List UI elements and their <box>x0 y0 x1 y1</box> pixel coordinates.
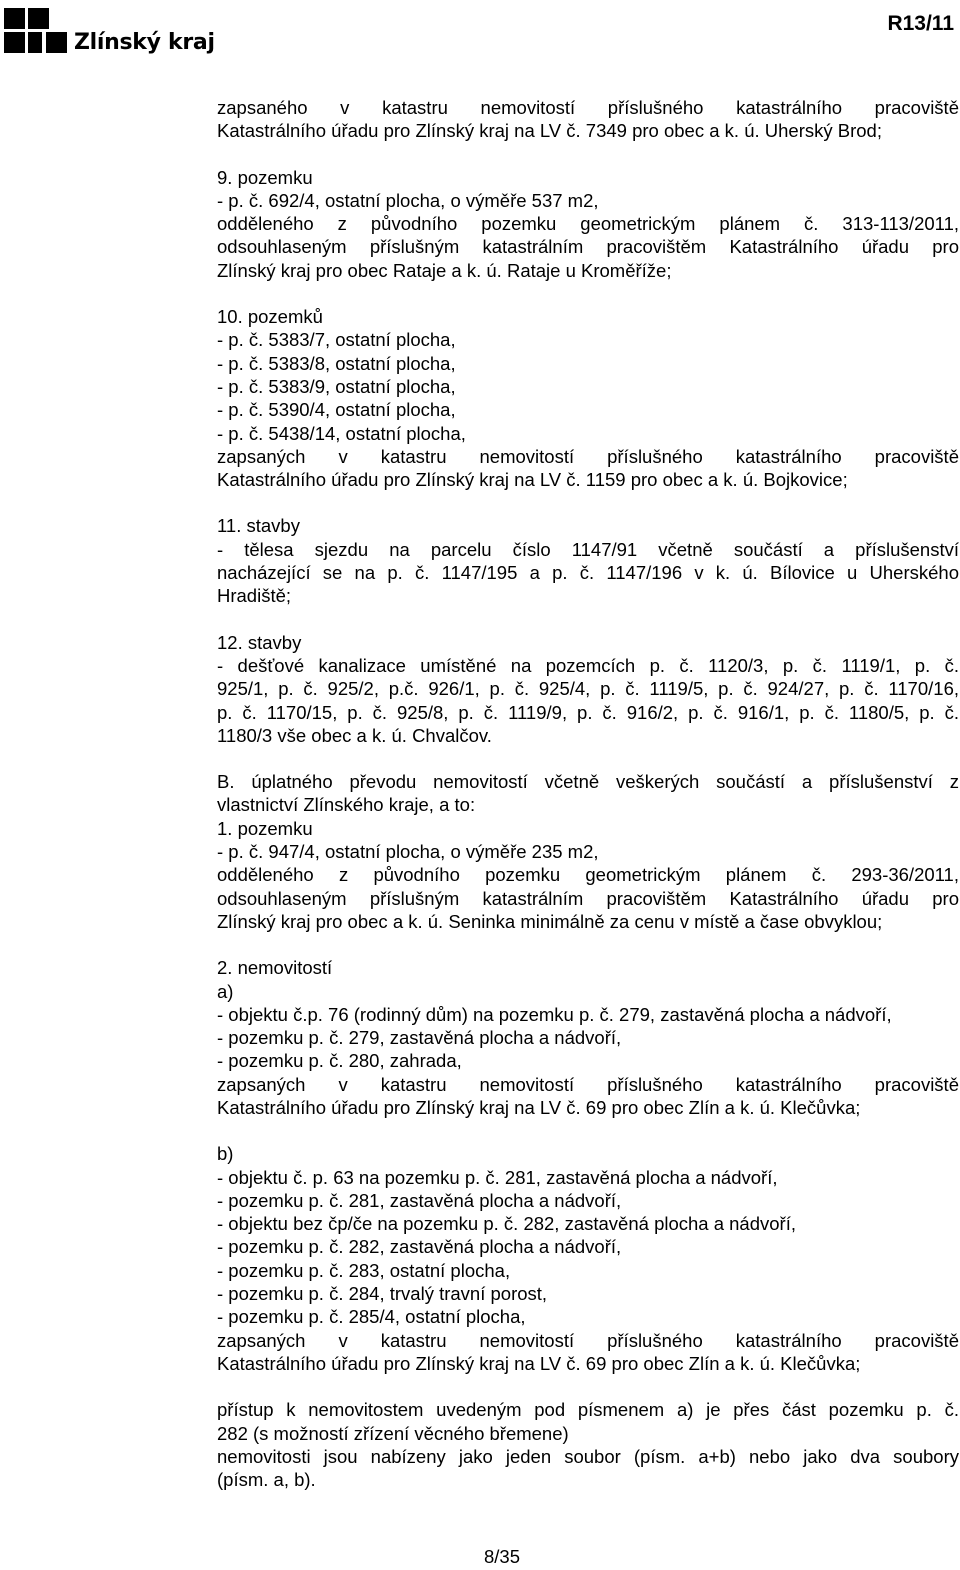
text-line: a) <box>217 980 234 1002</box>
text-line: p. č. 1170/15, p. č. 925/8, p. č. 1119/9, p. č. 916/2, p. č. 916/1, p. č. 1180/5, p. č. <box>217 701 959 723</box>
page-number: 8/35 <box>483 1546 520 1567</box>
text-line: Katastrálního úřadu pro Zlínský kraj na LV č. 69 pro obec Zlín a k. ú. Klečůvka; <box>217 1096 861 1118</box>
logo-square-icon <box>28 8 49 29</box>
text-line: Hradiště; <box>217 585 292 607</box>
text-line: - objektu bez čp/če na pozemku p. č. 282, zastavěná plocha a nádvoří, <box>217 1213 796 1235</box>
text-line: 282 (s možností zřízení věcného břemene) <box>217 1422 569 1444</box>
text-line: - p. č. 5438/14, ostatní plocha, <box>217 422 466 444</box>
text-line: - p. č. 5383/7, ostatní plocha, <box>217 329 456 351</box>
text-line: - objektu č.p. 76 (rodinný dům) na pozemku p. č. 279, zastavěná plocha a nádvoří, <box>217 1003 892 1025</box>
text-line: Katastrálního úřadu pro Zlínský kraj na LV č. 69 pro obec Zlín a k. ú. Klečůvka; <box>217 1352 861 1374</box>
paragraph-block <box>217 956 959 1119</box>
paragraph-block <box>217 96 959 143</box>
text-line: - pozemku p. č. 283, ostatní plocha, <box>217 1259 511 1281</box>
text-line: zapsaných v katastru nemovitostí příslušného katastrálního pracoviště <box>217 1329 959 1351</box>
logo-square-icon <box>4 32 25 53</box>
document-reference: R13/11 <box>887 12 954 35</box>
text-line: Zlínský kraj pro obec a k. ú. Seninka minimálně za cenu v místě a čase obvyklou; <box>217 910 883 932</box>
text-line: odsouhlaseným příslušným katastrálním pracovištěm Katastrálního úřadu pro <box>217 236 959 258</box>
text-line: - p. č. 5390/4, ostatní plocha, <box>217 399 456 421</box>
text-line: nacházející se na p. č. 1147/195 a p. č. 1147/196 v k. ú. Bílovice u Uherského <box>217 562 959 584</box>
logo-square-icon <box>4 8 25 29</box>
text-line: 925/1, p. č. 925/2, p.č. 926/1, p. č. 925/4, p. č. 1119/5, p. č. 924/27, p. č. 1170/16, <box>217 678 959 700</box>
paragraph-block <box>217 631 959 747</box>
text-line: 1180/3 vše obec a k. ú. Chvalčov. <box>217 724 492 746</box>
paragraph-block <box>217 166 959 282</box>
text-line: - pozemku p. č. 279, zastavěná plocha a nádvoří, <box>217 1027 622 1049</box>
text-line: - pozemku p. č. 281, zastavěná plocha a nádvoří, <box>217 1189 622 1211</box>
text-line: - objektu č. p. 63 na pozemku p. č. 281, zastavěná plocha a nádvoří, <box>217 1166 778 1188</box>
text-line: - pozemku p. č. 284, trvalý travní porost, <box>217 1283 548 1305</box>
text-line: 12. stavby <box>217 631 302 653</box>
paragraph-block <box>217 305 959 491</box>
logo-square-icon <box>28 32 42 53</box>
text-line: Zlínský kraj pro obec Rataje a k. ú. Rataje u Kroměříže; <box>217 259 672 281</box>
text-line: Katastrálního úřadu pro Zlínský kraj na LV č. 7349 pro obec a k. ú. Uherský Brod; <box>217 120 882 142</box>
text-line: vlastnictví Zlínského kraje, a to: <box>217 794 476 816</box>
text-line: 2. nemovitostí <box>217 957 333 979</box>
text-line: 9. pozemku <box>217 166 313 188</box>
text-line: - p. č. 692/4, ostatní plocha, o výměře 537 m2, <box>217 189 599 211</box>
text-line: Katastrálního úřadu pro Zlínský kraj na LV č. 1159 pro obec a k. ú. Bojkovice; <box>217 469 848 491</box>
text-line: 11. stavby <box>217 515 300 537</box>
text-line: zapsaných v katastru nemovitostí příslušného katastrálního pracoviště <box>217 445 959 467</box>
paragraph-block <box>217 1142 959 1375</box>
text-line: přístup k nemovitostem uvedeným pod písmenem a) je přes část pozemku p. č. <box>217 1399 959 1421</box>
text-line: 10. pozemků <box>217 306 323 328</box>
paragraph-block <box>217 1398 959 1491</box>
text-line: zapsaných v katastru nemovitostí příslušného katastrálního pracoviště <box>217 1073 959 1095</box>
text-line: - dešťové kanalizace umístěné na pozemcích p. č. 1120/3, p. č. 1119/1, p. č. <box>217 654 959 676</box>
text-line: (písm. a, b). <box>217 1469 316 1491</box>
text-line: - p. č. 947/4, ostatní plocha, o výměře 235 m2, <box>217 841 599 863</box>
text-line: odděleného z původního pozemku geometrickým plánem č. 293-36/2011, <box>217 864 959 886</box>
paragraph-block <box>217 514 959 607</box>
text-line: - tělesa sjezdu na parcelu číslo 1147/91 včetně součástí a příslušenství <box>217 538 959 560</box>
text-line: - pozemku p. č. 282, zastavěná plocha a nádvoří, <box>217 1236 622 1258</box>
text-line: B. úplatného převodu nemovitostí včetně veškerých součástí a příslušenství z <box>217 771 959 793</box>
text-line: - pozemku p. č. 280, zahrada, <box>217 1050 462 1072</box>
text-line: 1. pozemku <box>217 817 313 839</box>
text-line: zapsaného v katastru nemovitostí příslušného katastrálního pracoviště <box>217 97 959 118</box>
text-line: odsouhlaseným příslušným katastrálním pracovištěm Katastrálního úřadu pro <box>217 887 959 909</box>
logo-text: Zlínský kraj <box>74 30 215 55</box>
text-line: nemovitosti jsou nabízeny jako jeden soubor (písm. a+b) nebo jako dva soubory <box>217 1445 959 1467</box>
text-line: - p. č. 5383/8, ostatní plocha, <box>217 352 456 374</box>
text-line: - p. č. 5383/9, ostatní plocha, <box>217 375 456 397</box>
paragraph-block <box>217 770 959 933</box>
document-body <box>217 96 959 1514</box>
text-line: odděleného z původního pozemku geometrickým plánem č. 313-113/2011, <box>217 213 959 235</box>
text-line: b) <box>217 1143 234 1165</box>
text-line: - pozemku p. č. 285/4, ostatní plocha, <box>217 1306 526 1328</box>
logo-square-icon <box>46 32 67 53</box>
